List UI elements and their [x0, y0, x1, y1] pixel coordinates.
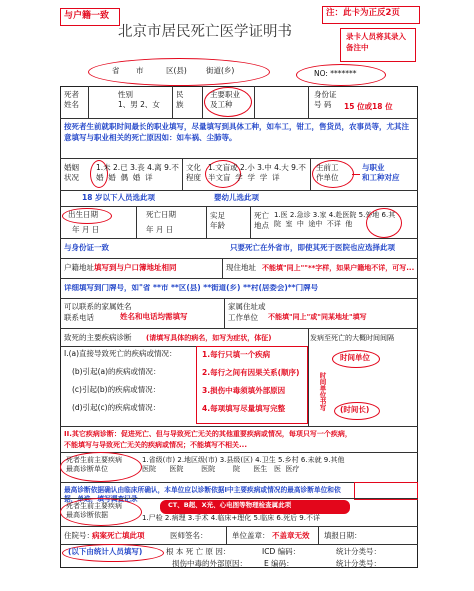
address-province: 省: [112, 66, 120, 75]
under18-note: 18 岁以下人员选此项: [82, 193, 156, 202]
cause-annot-b: 2.每行之间有因果关系(顺序): [202, 368, 300, 377]
basis-note: 最高诊断依据确认由临床所确认，本单位应以诊断依据I中主要疾病或情况的最高诊断单位和依据，单选，填写调查记录: [64, 486, 341, 503]
cause-d: (d)引起(c)的疾病或情况：: [72, 403, 161, 412]
cause-annot-a: 1.每行只填一个疾病: [202, 350, 271, 359]
divider: [206, 206, 207, 238]
interval-label: 发病至死亡的大概时间间隔: [310, 334, 394, 342]
row-line: [60, 278, 418, 279]
section2-text: [64, 430, 414, 438]
occupation-label: 主要职业 及工种: [210, 90, 240, 110]
divider: [224, 298, 225, 328]
infant-note: 婴幼儿选此项: [214, 193, 259, 202]
divider: [250, 206, 251, 238]
row-line: [60, 526, 418, 527]
report-date-label: 填报日期：: [324, 531, 362, 540]
detail-note: 详细填写到门牌号，如"省 **市 **区(县) **街道(乡) **村(居委会)**门牌号: [64, 284, 319, 292]
id-hint: 15 位或18 位: [344, 102, 393, 111]
marital-options: 1.未 2.已 3.丧 4.离 9.不 婚 婚 偶 婚 详: [96, 163, 179, 183]
divider: [226, 526, 227, 544]
icd-label: ICD 编码：: [262, 547, 301, 556]
age-label: 实足 年龄: [210, 211, 225, 231]
divider: [172, 86, 173, 118]
divider: [136, 206, 137, 238]
id-consistency-note: 与身份证一致: [64, 243, 109, 252]
stat-no-label: 统计分类号：: [336, 547, 381, 556]
stats-title: (以下由统计人员填写): [68, 547, 143, 556]
current-address-label: 现住地址: [226, 263, 256, 272]
unit-stamp-hint: 不盖章无效: [272, 531, 310, 540]
row-line: [60, 328, 418, 329]
interval-side-note: 时间单位书写: [318, 372, 327, 411]
death-ymd: 年 月 日: [146, 225, 174, 234]
time-long: (时间长): [340, 405, 370, 414]
ethnic-label: 民 族: [176, 90, 184, 110]
unit-stamp-label: 单位盖章：: [232, 531, 270, 540]
outside-oval: [366, 208, 402, 238]
sex-label: 性别 1、男 2、女: [118, 90, 160, 110]
marital-label: 婚姻 状况: [64, 163, 79, 183]
deceased-name-label: 死者 姓名: [64, 90, 79, 110]
occupation-note: 按死者生前就职时间最长的职业填写，尽量填写到具体工种，如车工，钳工，售货员，农事员等，尤其注意填写与职业相关的死亡原因如：如车祸、尘肺等。: [64, 122, 409, 142]
section2-main: II.其它疾病诊断：促进死亡、但与导致死亡无关的其他重要疾病或情况，每项只写一个疾病，: [64, 430, 352, 438]
contact-hint: 姓名和电话均需填写: [120, 312, 188, 321]
stat-no2-label: 统计分类号：: [336, 559, 381, 568]
diagnosis-unit-label: 死者生前主要疾病 最高诊断单位: [66, 456, 122, 474]
pre-occupation-label: 生前工 作单位: [316, 163, 339, 183]
hospital-no-label: 住院号：: [64, 531, 94, 540]
serial-number: NO: *******: [314, 69, 357, 78]
divider: [308, 328, 309, 426]
root-cause-label: 根 本 死 亡 原 因：: [166, 547, 231, 556]
row-line: [60, 158, 418, 159]
ct-note: CT、B超、X光、心电图等物理检查属此项: [168, 501, 292, 509]
divider: [202, 86, 203, 118]
family-address-label: 家属住址或 工作单位: [228, 302, 266, 322]
cause-header: 致死的主要疾病诊断: [64, 333, 132, 342]
row-line: [60, 298, 418, 299]
divider: [254, 86, 255, 118]
basis-label: 死者生前主要疾病 最高诊断依据: [66, 502, 122, 520]
divider: [308, 86, 309, 118]
address-city: 市: [136, 66, 144, 75]
address-district: 区(县): [166, 66, 187, 75]
e-code-label: E 编码：: [264, 559, 294, 568]
id-label: 身份证 号 码: [314, 90, 337, 110]
row-line: [60, 238, 418, 239]
doctor-signature-label: 医师签名：: [170, 531, 208, 540]
family-address-hint: 不能填"同上"或"同某地址"填写: [268, 313, 367, 321]
row-line: [60, 190, 418, 191]
outside-note: 只要死亡在外省市，即使其死于医院也应选择此项: [230, 243, 395, 252]
arrow: [352, 174, 360, 175]
current-address-hint: 不能填"同上""**字样，如果户籍地不详，可写...: [262, 264, 414, 272]
contact-label: 可以联系的家属姓名 联系电话: [64, 302, 132, 322]
cause-a: I.(a)直接导致死亡的疾病或情况：: [64, 349, 177, 358]
divider: [88, 86, 89, 118]
external-cause-label: 损伤中毒的外部原因：: [172, 559, 247, 568]
diagnosis-unit-options: 1.省级(市) 2.地区级(市) 3.县级(区) 4.卫生 5.乡村 6.未就 9.其他 医院 医院 医院 院 医生 医 医疗: [142, 456, 345, 474]
death-date-label: 死亡日期: [146, 210, 176, 219]
copies-note: 注：此卡为正反2页: [326, 8, 400, 18]
death-place-options: 1.医 2.急诊 3.家 4.赴医院 5.外地 6.其 院 室 中 途中 不详 他: [274, 211, 396, 229]
birth-date-label: 出生日期: [68, 210, 98, 219]
interval-unit: 时间单位: [340, 353, 370, 362]
household-note: 与户籍一致: [64, 11, 110, 21]
household-address-label: 户籍地址: [64, 263, 94, 272]
death-place-label: 死亡 地点: [254, 211, 269, 231]
education-label: 文化 程度: [186, 163, 201, 183]
row-line: [60, 426, 418, 427]
row-line: [60, 118, 418, 119]
hospital-no-hint: 病案死亡填此项: [92, 531, 145, 540]
cause-header-hint: (请填写具体的病名，如写为症状，体征): [146, 334, 272, 342]
divider: [310, 158, 311, 190]
divider: [222, 258, 223, 278]
cause-annot-d: 4.每项填写尽量填写完整: [202, 404, 286, 413]
divider: [182, 158, 183, 190]
household-address-hint: 填写到与户口簿地址相同: [94, 263, 177, 272]
divider: [318, 526, 319, 544]
address-street: 街道(乡): [206, 66, 235, 75]
row-line: [60, 258, 418, 259]
row-line: [60, 206, 418, 207]
birth-ymd: 年 月 日: [72, 225, 100, 234]
basis-options: 1.尸检 2.病理 3.手术 4.临床+理化 5.临床 6.死后 9.不详: [142, 514, 320, 522]
pre-occupation-hint: 与职业 和工种对应: [362, 163, 400, 183]
recorder-note: 录卡人员将其录入备注中: [346, 32, 406, 52]
cause-c: (c)引起(b)的疾病或情况：: [72, 385, 161, 394]
cause-annot-c: 3.损伤中毒须填外部原因: [202, 386, 286, 395]
page-title: 北京市居民死亡医学证明书: [118, 24, 292, 40]
section2-hint: 不能填写与导致死亡无关的疾病或情况；不能填写不相关...: [64, 441, 247, 449]
education-options: 1.文盲或 2.小 3.中 4.大 9.不 半文盲 学 学 学 详: [208, 163, 306, 183]
cause-b: (b)引起(a)的疾病或情况：: [72, 367, 161, 376]
